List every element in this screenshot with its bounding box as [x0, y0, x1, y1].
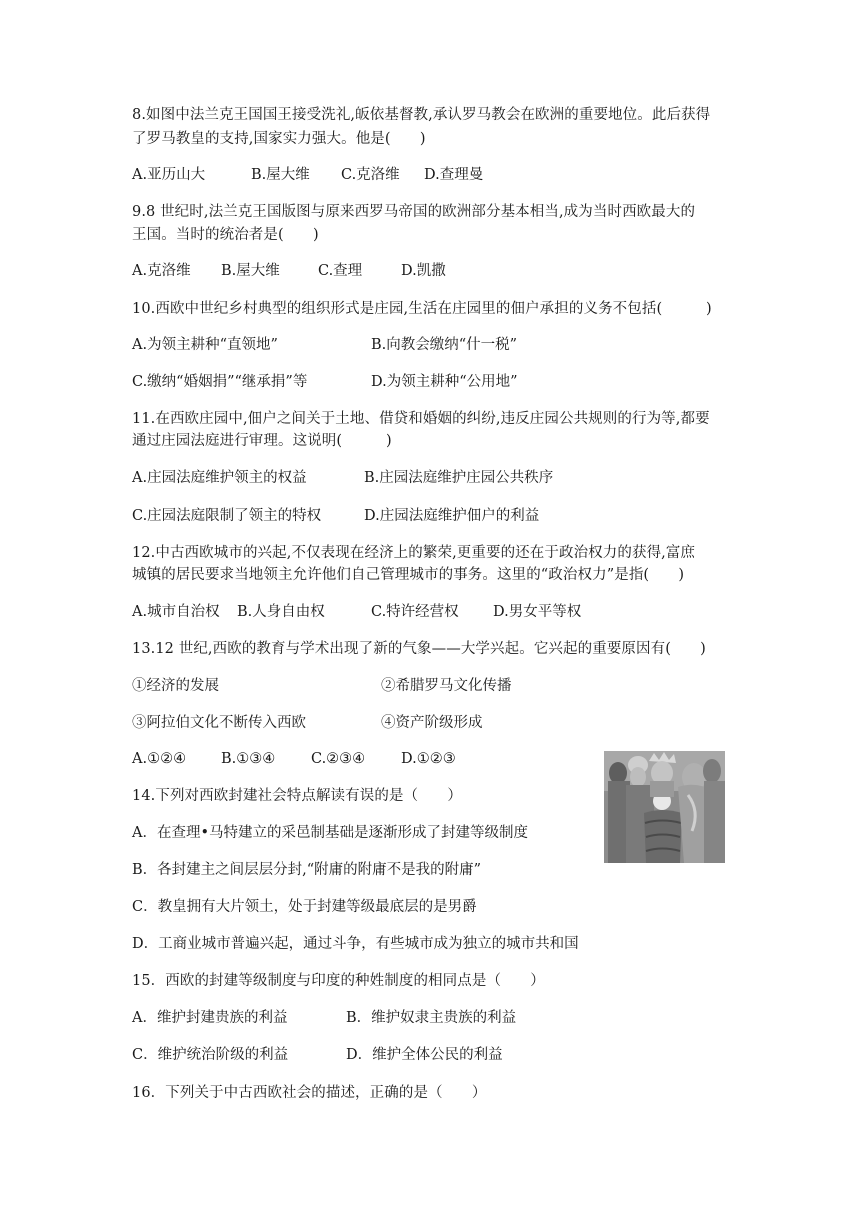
q10-option-c[interactable]: C.缴纳“婚姻捐”“继承捐”等 — [132, 374, 308, 390]
q14-option-b[interactable]: B．各封建主之间层层分封,“附庸的附庸不是我的附庸” — [132, 862, 482, 878]
q9-option-c[interactable]: C.查理 — [318, 263, 363, 279]
q14-option-a[interactable]: A．在查理•马特建立的采邑制基础是逐渐形成了封建等级制度 — [132, 825, 529, 841]
q11-option-d[interactable]: D.庄园法庭维护佃户的利益 — [364, 508, 540, 524]
q14-option-d[interactable]: D．工商业城市普遍兴起，通过斗争，有些城市成为独立的城市共和国 — [132, 936, 579, 952]
q9-stem-line-2: 王国。当时的统治者是( ) — [132, 227, 319, 243]
q13-item-2: ②希腊罗马文化传播 — [381, 678, 512, 694]
q9-option-a[interactable]: A.克洛维 — [132, 263, 191, 279]
q10-option-b[interactable]: B.向教会缴纳“什一税” — [371, 337, 518, 353]
q8-stem-line-1: 8.如图中法兰克王国国王接受洗礼,皈依基督教,承认罗马教会在欧洲的重要地位。此后获得 — [132, 107, 711, 123]
q9-option-d[interactable]: D.凯撒 — [401, 263, 446, 279]
q15-option-b[interactable]: B．维护奴隶主贵族的利益 — [346, 1010, 517, 1026]
q8-option-d[interactable]: D.查理曼 — [424, 167, 484, 183]
q13-option-a[interactable]: A.①②④ — [132, 751, 187, 767]
q16-stem-line-1: 16．下列关于中古西欧社会的描述，正确的是（ ） — [132, 1085, 487, 1101]
q9-stem-line-1: 9.8 世纪时,法兰克王国版图与原来西罗马帝国的欧洲部分基本相当,成为当时西欧最大的 — [132, 204, 696, 220]
q10-stem-line-1: 10.西欧中世纪乡村典型的组织形式是庄园,生活在庄园里的佃户承担的义务不包括( ) — [132, 301, 712, 317]
q10-option-a[interactable]: A.为领主耕种“直领地” — [132, 337, 278, 353]
q11-option-b[interactable]: B.庄园法庭维护庄园公共秩序 — [364, 470, 554, 486]
q13-item-3: ③阿拉伯文化不断传入西欧 — [132, 715, 306, 731]
q8-option-a[interactable]: A.亚历山大 — [132, 167, 206, 183]
baptism-illustration-icon — [604, 751, 725, 863]
q12-option-b[interactable]: B.人身自由权 — [237, 604, 325, 620]
q13-item-4: ④资产阶级形成 — [381, 715, 483, 731]
q10-option-d[interactable]: D.为领主耕种“公用地” — [371, 374, 518, 390]
q8-option-c[interactable]: C.克洛维 — [341, 167, 400, 183]
q14-option-c[interactable]: C．教皇拥有大片领土，处于封建等级最底层的是男爵 — [132, 899, 477, 915]
q12-stem-line-1: 12.中古西欧城市的兴起,不仅表现在经济上的繁荣,更重要的还在于政治权力的获得,富庶 — [132, 545, 696, 561]
q15-option-d[interactable]: D．维护全体公民的利益 — [346, 1047, 503, 1063]
q13-item-1: ①经济的发展 — [132, 678, 219, 694]
q13-option-d[interactable]: D.①②③ — [401, 751, 456, 767]
q13-option-b[interactable]: B.①③④ — [221, 751, 276, 767]
q8-stem-line-2: 了罗马教皇的支持,国家实力强大。他是( ) — [132, 131, 426, 147]
q11-option-a[interactable]: A.庄园法庭维护领主的权益 — [132, 470, 307, 486]
q11-stem-line-1: 11.在西欧庄园中,佃户之间关于土地、借贷和婚姻的纠纷,违反庄园公共规则的行为等,都要 — [132, 411, 710, 427]
q8-option-b[interactable]: B.屋大维 — [251, 167, 310, 183]
q12-option-c[interactable]: C.特许经营权 — [371, 604, 459, 620]
q9-option-b[interactable]: B.屋大维 — [221, 263, 280, 279]
q11-option-c[interactable]: C.庄园法庭限制了领主的特权 — [132, 508, 322, 524]
q12-option-d[interactable]: D.男女平等权 — [493, 604, 582, 620]
q11-stem-line-2: 通过庄园法庭进行审理。这说明( ) — [132, 433, 392, 449]
q15-stem-line-1: 15．西欧的封建等级制度与印度的种姓制度的相同点是（ ） — [132, 973, 545, 989]
q13-option-c[interactable]: C.②③④ — [311, 751, 366, 767]
q15-option-a[interactable]: A．维护封建贵族的利益 — [132, 1010, 288, 1026]
q13-stem-line-1: 13.12 世纪,西欧的教育与学术出现了新的气象——大学兴起。它兴起的重要原因有( ) — [132, 641, 706, 657]
q12-option-a[interactable]: A.城市自治权 — [132, 604, 220, 620]
q12-stem-line-2: 城镇的居民要求当地领主允许他们自己管理城市的事务。这里的“政治权力”是指( ) — [132, 567, 685, 583]
q14-stem-line-1: 14.下列对西欧封建社会特点解读有误的是（ ） — [132, 788, 462, 804]
q15-option-c[interactable]: C．维护统治阶级的利益 — [132, 1047, 289, 1063]
